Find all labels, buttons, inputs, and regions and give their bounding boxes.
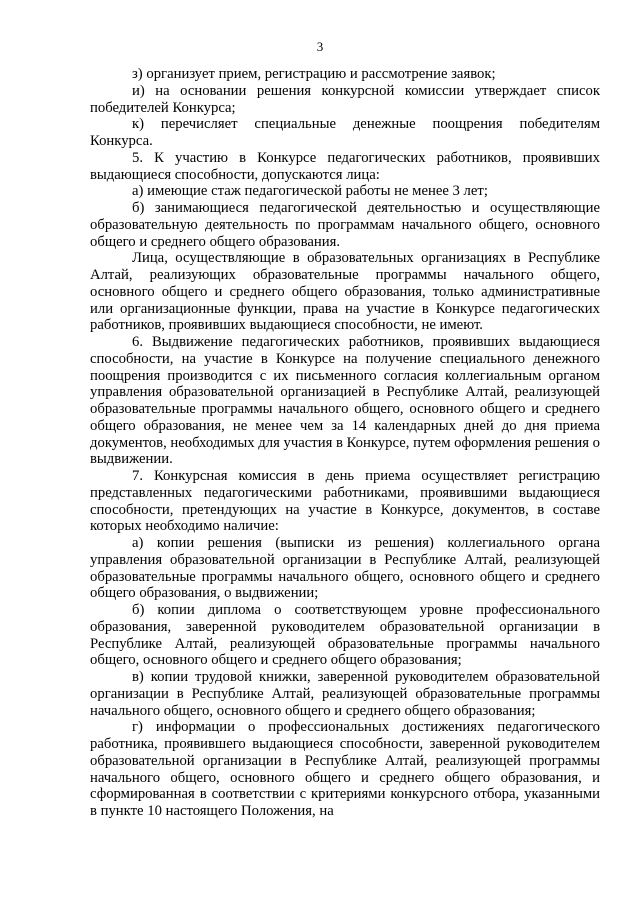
paragraph-5a: а) имеющие стаж педагогической работы не менее 3 лет; [132,183,488,200]
paragraph-7: 7. Конкурсная комиссия в день приема осуществляет регистрацию представленных педагогическими работниками, проявившими выдающиеся способности, претендующих на участие в Конкурсе, документов, в составе которых необходимо наличие: [90,468,600,535]
paragraph-i: и) на основании решения конкурсной комиссии утверждает список победителей Конкурса; [90,82,600,116]
page-number: 3 [316,39,324,54]
paragraph-5-note: Лица, осуществляющие в образовательных организациях в Республике Алтай, реализующих образовательные программы начального общего, основного общего и среднего общего образования, только административные или организационные функции, права на участие в Конкурсе педагогических работников, проявивших выдающиеся способности, не имеют. [90,250,600,334]
paragraph-7v: в) копии трудовой книжки, заверенной руководителем образовательной организации в Республике Алтай, реализующей образовательные программы начального общего, основного общего и среднего общего образования; [90,669,600,719]
paragraph-k: к) перечисляет специальные денежные поощрения победителям Конкурса. [90,116,600,149]
paragraph-z: з) организует прием, регистрацию и рассмотрение заявок; [132,66,496,82]
paragraph-7a: а) копии решения (выписки из решения) коллегиального органа управления образовательной организации в Республике Алтай, реализующей образовательные программы начального общего, основного общего и среднего общего образования, о выдвижении; [90,535,600,602]
paragraph-7g: г) информации о профессиональных достижениях педагогического работника, проявившего выдающиеся способности, заверенной руководителем образовательной организации в Республике Алтай, реализующей программы начального общего, основного общего и среднего общего образования, и сформированная в соответствии с критериями конкурсного отбора, указанными в пункте 10 настоящего Положения, на [90,719,600,819]
paragraph-7b: б) копии диплома о соответствующем уровне профессионального образования, заверенной руководителем образовательной организации в Республике Алтай, реализующей образовательные программы начального общего, основного общего и среднего общего образования; [90,602,600,669]
document-body [90,66,600,820]
paragraph-5: 5. К участию в Конкурсе педагогических работников, проявивших выдающиеся способности, допускаются лица: [90,149,600,183]
paragraph-6: 6. Выдвижение педагогических работников, проявивших выдающиеся способности, на участие в Конкурсе на получение специального денежного поощрения производится с их письменного согласия коллегиальным органом управления образовательной организацией в Республике Алтай, реализующей образовательные программы начального общего, основного общего и среднего общего образования, не менее чем за 14 календарных дней до дня приема документов, необходимых для участия в Конкурсе, путем оформления решения о выдвижении. [90,334,600,468]
paragraph-5b: б) занимающиеся педагогической деятельностью и осуществляющие образовательную деятельность по программам начального общего, основного общего и среднего общего образования. [90,200,600,250]
